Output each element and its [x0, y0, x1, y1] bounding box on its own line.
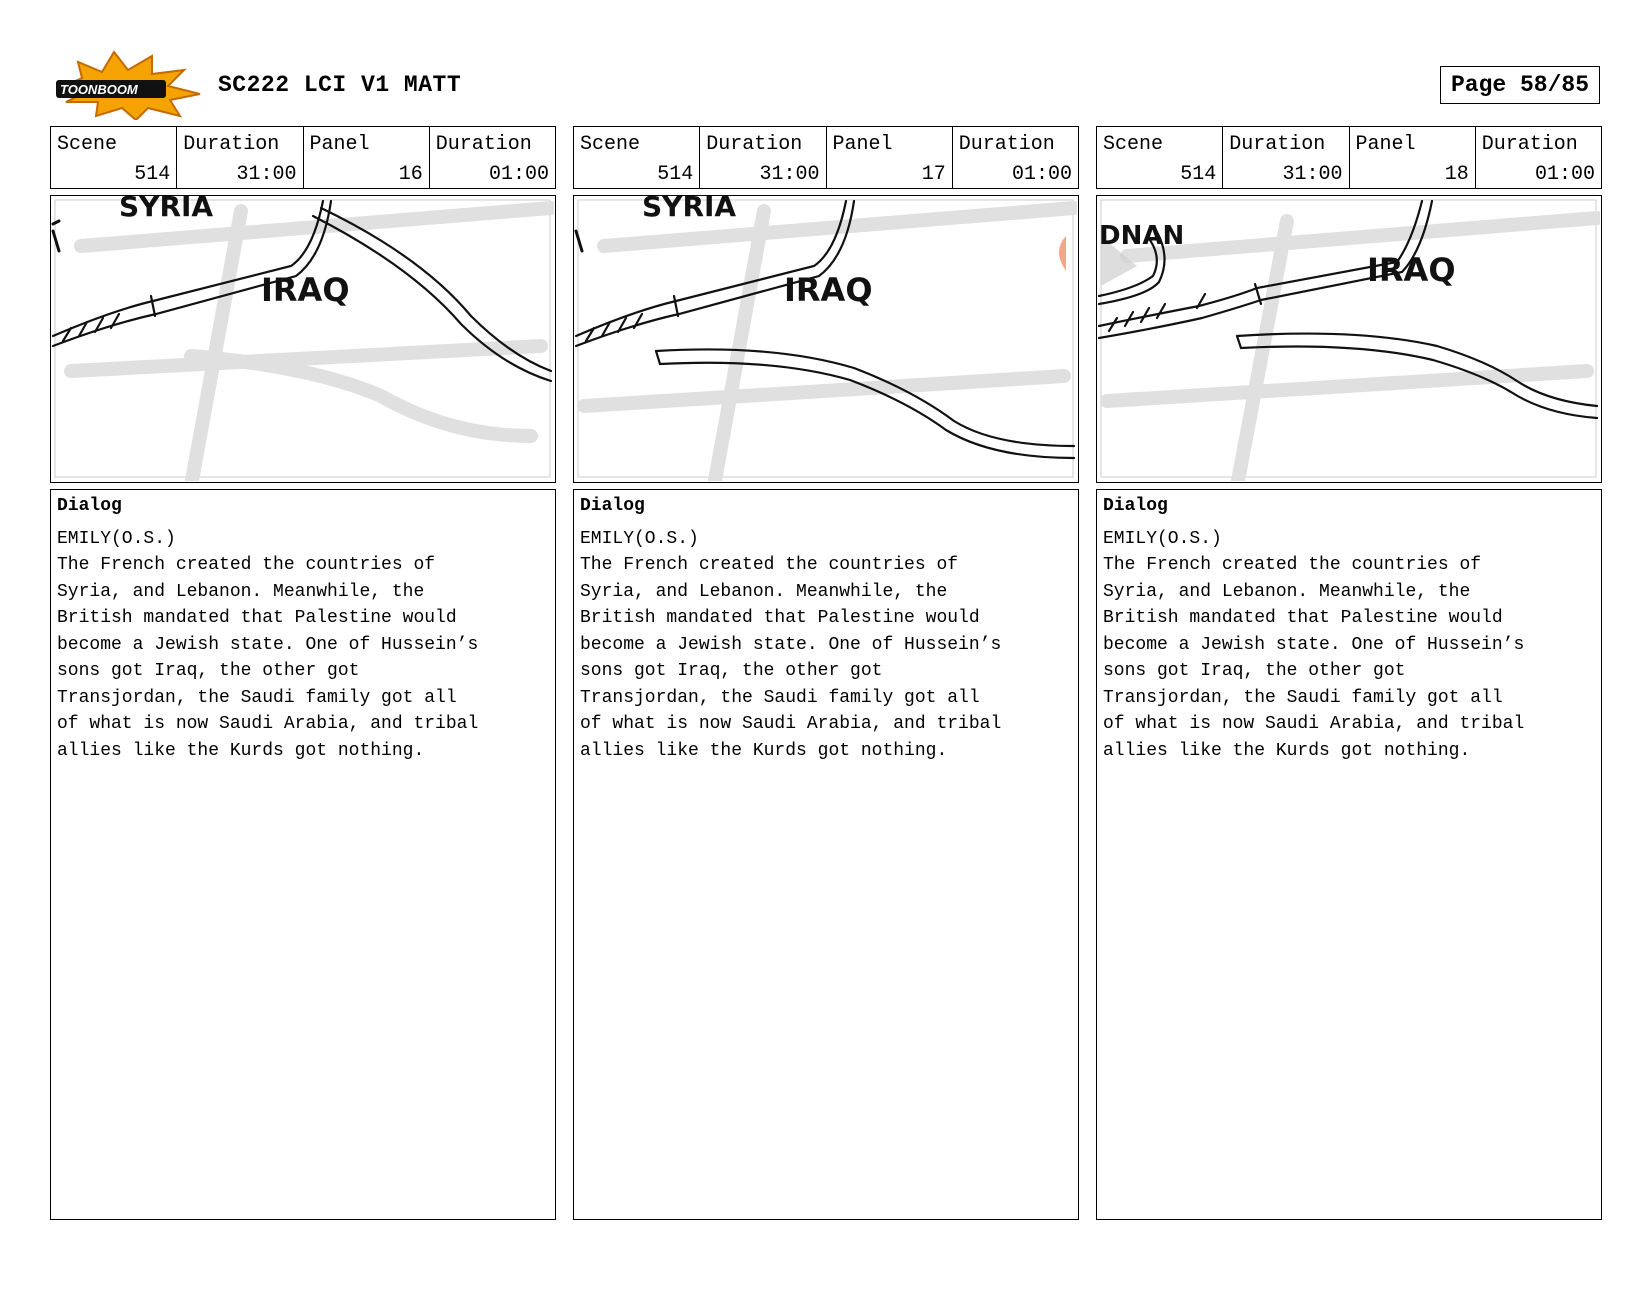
panel-cell — [1350, 127, 1476, 188]
scene-duration-cell — [177, 127, 303, 188]
map-sketch — [51, 196, 554, 481]
panel-duration-cell — [1476, 127, 1601, 188]
scene-duration-value: 31:00 — [759, 163, 820, 186]
duration-label: Duration — [435, 133, 532, 156]
scene-cell — [51, 127, 177, 188]
scene-duration-cell — [1223, 127, 1349, 188]
duration-label: Duration — [183, 133, 280, 156]
dialog-label: Dialog — [580, 496, 645, 516]
panel-value: 18 — [1444, 163, 1469, 186]
map-label-iraq: IRAQ — [1367, 251, 1456, 289]
dialog-speaker: EMILY(O.S.) — [57, 529, 176, 549]
panel-duration-value: 01:00 — [1011, 163, 1072, 186]
scene-cell — [574, 127, 700, 188]
dialog-box — [573, 489, 1079, 1220]
map-label-iraq: IRAQ — [261, 271, 350, 309]
storyboard-frame — [50, 195, 556, 483]
red-marker-shape — [1059, 236, 1066, 271]
dialog-box — [50, 489, 556, 1220]
scene-label: Scene — [57, 133, 118, 156]
dialog-text: The French created the countries of Syria, and Lebanon. Meanwhile, the British mandated that Palestine would become a Jewish state. One of Hussein’s sons got Iraq, the other got Transjordan, the Saudi family got all of what is now Saudi Arabia, and tribal allies like the Kurds got nothing. — [57, 555, 479, 761]
panel-label: Panel — [1355, 133, 1416, 156]
map-sketch — [1097, 196, 1600, 481]
panel-label: Panel — [832, 133, 893, 156]
panel-column-1 — [50, 126, 556, 1220]
page-number: Page 58/85 — [1440, 66, 1600, 104]
panel-cell — [304, 127, 430, 188]
dialog-box — [1096, 489, 1602, 1220]
panel-info-bar — [50, 126, 556, 189]
scene-value: 514 — [657, 163, 694, 186]
panel-duration-value: 01:00 — [488, 163, 549, 186]
dialog-text: The French created the countries of Syria, and Lebanon. Meanwhile, the British mandated that Palestine would become a Jewish state. One of Hussein’s sons got Iraq, the other got Transjordan, the Saudi family got all of what is now Saudi Arabia, and tribal allies like the Kurds got nothing. — [580, 555, 1002, 761]
scene-label: Scene — [1103, 133, 1164, 156]
panel-column-2 — [573, 126, 1079, 1220]
panel-cell — [827, 127, 953, 188]
map-label-dnan: DNAN — [1099, 221, 1185, 251]
dialog-label: Dialog — [1103, 496, 1168, 516]
duration-label: Duration — [706, 133, 803, 156]
panel-info-bar — [573, 126, 1079, 189]
panel-duration-cell — [430, 127, 555, 188]
scene-duration-value: 31:00 — [236, 163, 297, 186]
dialog-speaker: EMILY(O.S.) — [1103, 529, 1222, 549]
scene-value: 514 — [134, 163, 171, 186]
scene-cell — [1097, 127, 1223, 188]
duration-label: Duration — [958, 133, 1055, 156]
map-label-syria: SYRIA — [642, 196, 737, 223]
scene-label: Scene — [580, 133, 641, 156]
document-title: SC222 LCI V1 MATT — [218, 72, 462, 98]
map-label-syria: SYRIA — [119, 196, 214, 223]
dialog-label: Dialog — [57, 496, 122, 516]
map-sketch — [574, 196, 1077, 481]
panel-label: Panel — [309, 133, 370, 156]
scene-value: 514 — [1180, 163, 1217, 186]
duration-label: Duration — [1481, 133, 1578, 156]
panel-duration-cell — [953, 127, 1078, 188]
scene-duration-cell — [700, 127, 826, 188]
panel-value: 17 — [921, 163, 946, 186]
panel-info-bar — [1096, 126, 1602, 189]
toonboom-logo — [52, 50, 202, 120]
duration-label: Duration — [1229, 133, 1326, 156]
panel-value: 16 — [398, 163, 423, 186]
storyboard-frame — [1096, 195, 1602, 483]
scene-duration-value: 31:00 — [1282, 163, 1343, 186]
dialog-speaker: EMILY(O.S.) — [580, 529, 699, 549]
panel-column-3 — [1096, 126, 1602, 1220]
map-label-iraq: IRAQ — [784, 271, 873, 309]
storyboard-frame — [573, 195, 1079, 483]
dialog-text: The French created the countries of Syria, and Lebanon. Meanwhile, the British mandated that Palestine would become a Jewish state. One of Hussein’s sons got Iraq, the other got Transjordan, the Saudi family got all of what is now Saudi Arabia, and tribal allies like the Kurds got nothing. — [1103, 555, 1525, 761]
panel-duration-value: 01:00 — [1534, 163, 1595, 186]
svg-text:TOONBOOM: TOONBOOM — [60, 82, 138, 97]
